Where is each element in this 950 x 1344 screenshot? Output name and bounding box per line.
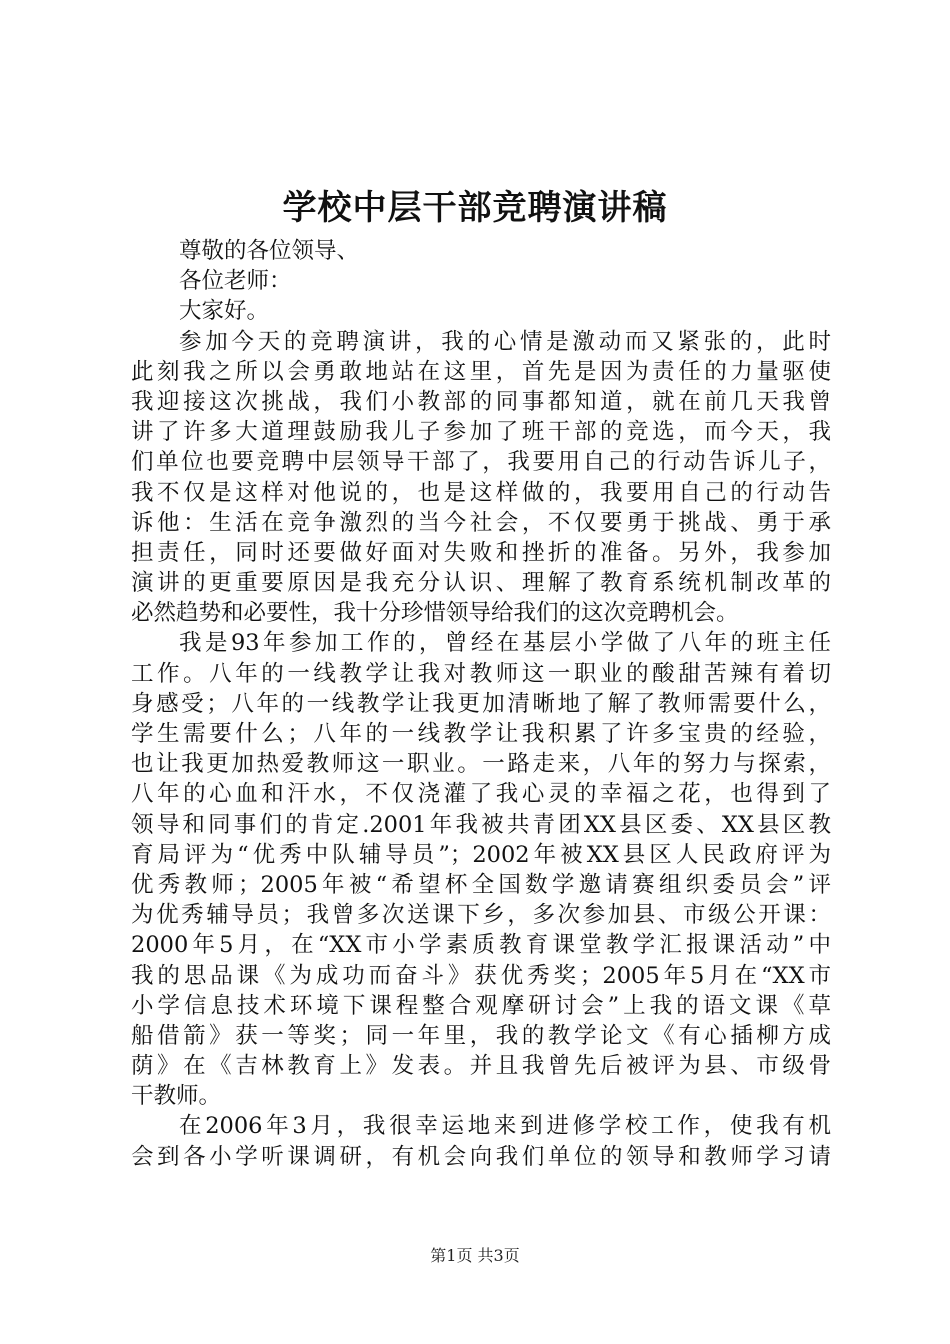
text-line: 领导和同事们的肯定.2001年我被共青团XX县区委、XX县区教 bbox=[131, 811, 831, 838]
text-line: 学生需要什么；八年的一线教学让我积累了许多宝贵的经验， bbox=[131, 721, 831, 747]
text-line: 们单位也要竞聘中层领导干部了，我要用自己的行动告诉儿子， bbox=[131, 449, 831, 476]
text-line: 演讲的更重要原因是我充分认识、理解了教育系统机制改革的 bbox=[131, 570, 831, 597]
text-line: 大家好。 bbox=[179, 298, 270, 325]
text-line: 各位老师： bbox=[179, 268, 292, 295]
document-title: 学校中层干部竞聘演讲稿 bbox=[282, 188, 668, 228]
text-line: 荫》在《吉林教育上》发表。并且我曾先后被评为县、市级骨 bbox=[131, 1053, 831, 1080]
text-line: 我迎接这次挑战，我们小教部的同事都知道，就在前几天我曾 bbox=[131, 388, 831, 415]
text-line: 讲了许多大道理鼓励我儿子参加了班干部的竞选，而今天，我 bbox=[131, 419, 831, 446]
text-line: 会到各小学听课调研，有机会向我们单位的领导和教师学习请 bbox=[131, 1143, 831, 1170]
text-line: 为优秀辅导员；我曾多次送课下乡，多次参加县、市级公开课： bbox=[131, 902, 831, 929]
text-line: 优秀教师；2005年被“希望杯全国数学邀请赛组织委员会”评 bbox=[131, 871, 831, 898]
document-body bbox=[131, 236, 831, 1172]
text-line: 我不仅是这样对他说的，也是这样做的，我要用自己的行动告 bbox=[131, 479, 831, 506]
text-line: 参加今天的竞聘演讲，我的心情是激动而又紧张的，此时 bbox=[179, 328, 831, 355]
text-line: 此刻我之所以会勇敢地站在这里，首先是因为责任的力量驱使 bbox=[131, 358, 831, 385]
text-line: 尊敬的各位领导、 bbox=[179, 238, 360, 264]
text-line: 小学信息技术环境下课程整合观摩研讨会”上我的语文课《草 bbox=[131, 992, 831, 1019]
text-line: 身感受；八年的一线教学让我更加清晰地了解了教师需要什么， bbox=[131, 690, 831, 717]
text-line: 在2006年3月，我很幸运地来到进修学校工作，使我有机 bbox=[179, 1113, 831, 1140]
text-line: 干教师。 bbox=[131, 1083, 222, 1110]
page-footer: 第1页 共3页 bbox=[430, 1246, 520, 1265]
text-line: 八年的心血和汗水，不仅浇灌了我心灵的幸福之花，也得到了 bbox=[131, 781, 831, 808]
text-line: 诉他：生活在竞争激烈的当今社会，不仅要勇于挑战、勇于承 bbox=[131, 509, 831, 536]
text-line: 也让我更加热爱教师这一职业。一路走来，八年的努力与探索， bbox=[131, 751, 831, 778]
text-line: 工作。八年的一线教学让我对教师这一职业的酸甜苦辣有着切 bbox=[131, 660, 831, 687]
text-line: 育局评为“优秀中队辅导员”；2002年被XX县区人民政府评为 bbox=[131, 841, 831, 868]
text-line: 2000年5月，在“XX市小学素质教育课堂教学汇报课活动”中 bbox=[131, 932, 831, 959]
text-line: 担责任，同时还要做好面对失败和挫折的准备。另外，我参加 bbox=[131, 539, 831, 566]
text-line: 必然趋势和必要性，我十分珍惜领导给我们的这次竞聘机会。 bbox=[131, 600, 739, 627]
text-line: 我的思品课《为成功而奋斗》获优秀奖；2005年5月在“XX市 bbox=[131, 962, 831, 989]
text-line: 我是93年参加工作的，曾经在基层小学做了八年的班主任 bbox=[179, 630, 831, 657]
text-line: 船借箭》获一等奖；同一年里，我的教学论文《有心插柳方成 bbox=[131, 1022, 831, 1049]
